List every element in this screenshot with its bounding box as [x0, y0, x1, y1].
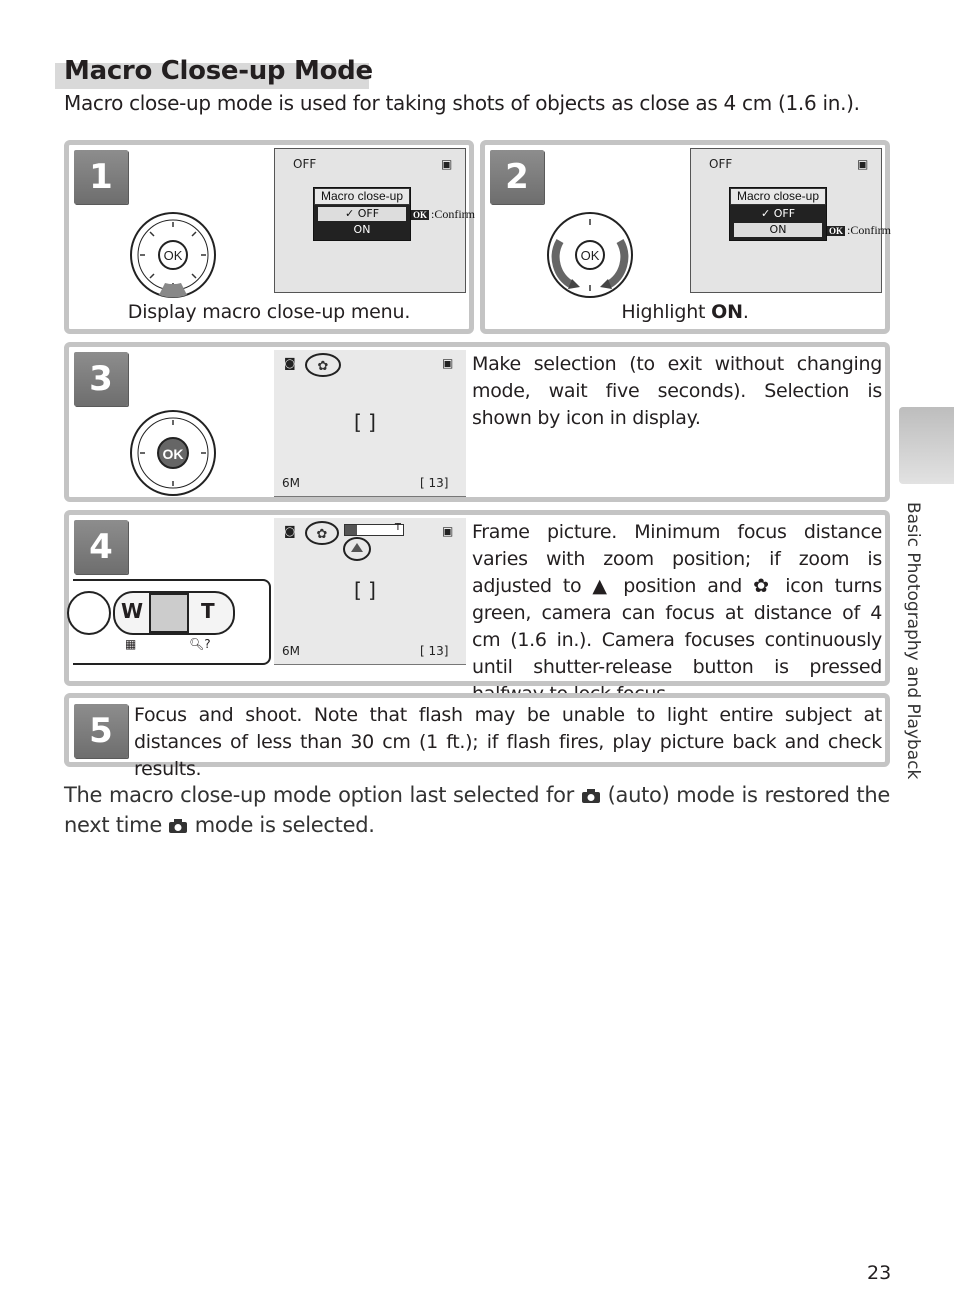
step-text: Focus and shoot. Note that flash may be unable to light entire subject at distances of less than 30 cm (1 ft.); if flash fires, play picture back and check results.	[134, 704, 882, 780]
camera-icon	[581, 788, 601, 804]
step-text: Make selection (to exit without changing mode, wait five seconds). Selection is shown by icon in display.	[472, 353, 882, 429]
intro-text: Macro close-up mode is used for taking shots of objects as close as 4 cm (1.6 in.).	[64, 91, 860, 115]
camera-mode-icon: ◙	[284, 356, 296, 370]
step-5-box	[64, 693, 890, 780]
zoom-t-label: T	[201, 599, 215, 623]
camera-mode-icon: ◙	[284, 524, 296, 538]
menu-option-off[interactable]: ✓ OFF	[760, 207, 796, 220]
exposures-remaining: [ 13]	[420, 644, 449, 658]
ok-badge: OK	[829, 226, 844, 236]
menu-title: Macro close-up	[730, 188, 826, 205]
step-3-box	[64, 342, 890, 502]
confirm-hint	[411, 207, 475, 222]
step-4-box	[64, 510, 890, 686]
focus-brackets: [ ]	[354, 410, 376, 434]
memory-icon: ▣	[442, 524, 454, 538]
page-number: 23	[867, 1262, 892, 1284]
lcd-screen	[274, 148, 476, 293]
step-number: 4	[74, 520, 128, 574]
step-number: 3	[74, 352, 128, 406]
svg-text:✿: ✿	[316, 527, 328, 542]
multi-selector-ok-icon	[129, 409, 217, 497]
step-number: 2	[490, 150, 544, 204]
confirm-hint	[827, 223, 891, 238]
memory-icon: ▣	[441, 157, 453, 171]
macro-menu	[313, 187, 411, 241]
camera-icon	[168, 818, 188, 834]
image-size-indicator: 6M	[282, 644, 300, 658]
svg-text:OK: OK	[580, 248, 600, 263]
svg-text:OK: OK	[163, 248, 183, 263]
macro-highlight-icon	[304, 520, 340, 546]
confirm-label: :Confirm	[847, 223, 892, 237]
menu-option-off[interactable]: ✓ OFF	[318, 207, 406, 221]
menu-option-on[interactable]: ON	[353, 223, 371, 236]
thumbnail-icon: ▦	[125, 637, 137, 651]
zoom-indicator: T	[344, 524, 404, 536]
lcd-screen	[274, 350, 466, 497]
section-label: Basic Photography and Playback	[903, 502, 923, 780]
image-size-indicator: 6M	[282, 476, 300, 490]
ok-badge: OK	[413, 210, 428, 220]
step-2-box	[480, 140, 890, 334]
step-number: 1	[74, 150, 128, 204]
zoom-lever[interactable]	[113, 591, 235, 635]
confirm-label: :Confirm	[431, 207, 476, 221]
macro-off-icon: OFF	[293, 157, 317, 171]
svg-text:✿: ✿	[317, 359, 329, 374]
focus-brackets: [ ]	[354, 578, 376, 602]
multi-selector-rotate-icon	[546, 211, 634, 299]
section-tab	[899, 407, 954, 484]
memory-icon: ▣	[442, 356, 454, 370]
multi-selector-dial-icon	[129, 211, 217, 299]
macro-highlight-icon	[304, 352, 342, 378]
help-icon: 🔍︎?	[189, 637, 211, 651]
macro-menu	[729, 187, 827, 241]
menu-title: Macro close-up	[314, 188, 410, 205]
macro-position-icon	[342, 536, 372, 562]
zoom-control-illustration	[73, 579, 271, 665]
page-title: Macro Close-up Mode	[64, 56, 373, 86]
svg-text:OK: OK	[162, 446, 184, 462]
macro-off-icon: OFF	[709, 157, 733, 171]
closing-note: The macro close-up mode option last selected for (auto) mode is restored the next time mode is selected.	[64, 783, 890, 837]
step-caption: Highlight ON.	[621, 301, 749, 323]
lcd-screen	[274, 518, 466, 665]
lcd-screen	[690, 148, 892, 293]
step-caption: Display macro close-up menu.	[127, 301, 411, 323]
step-text: Frame picture. Minimum focus distance varies with zoom position; if zoom is adjusted to ▲ position and ✿ icon turns green, camera can focus at distance of 4 cm (1.6 in.). Camera focuses continuously until shutter-release button is pressed	[472, 521, 882, 678]
exposures-remaining: [ 13]	[420, 476, 449, 490]
step-number: 5	[74, 704, 128, 758]
memory-icon: ▣	[857, 157, 869, 171]
zoom-w-label: W	[121, 599, 144, 623]
menu-option-on[interactable]: ON	[734, 223, 822, 237]
step-1-box	[64, 140, 474, 334]
